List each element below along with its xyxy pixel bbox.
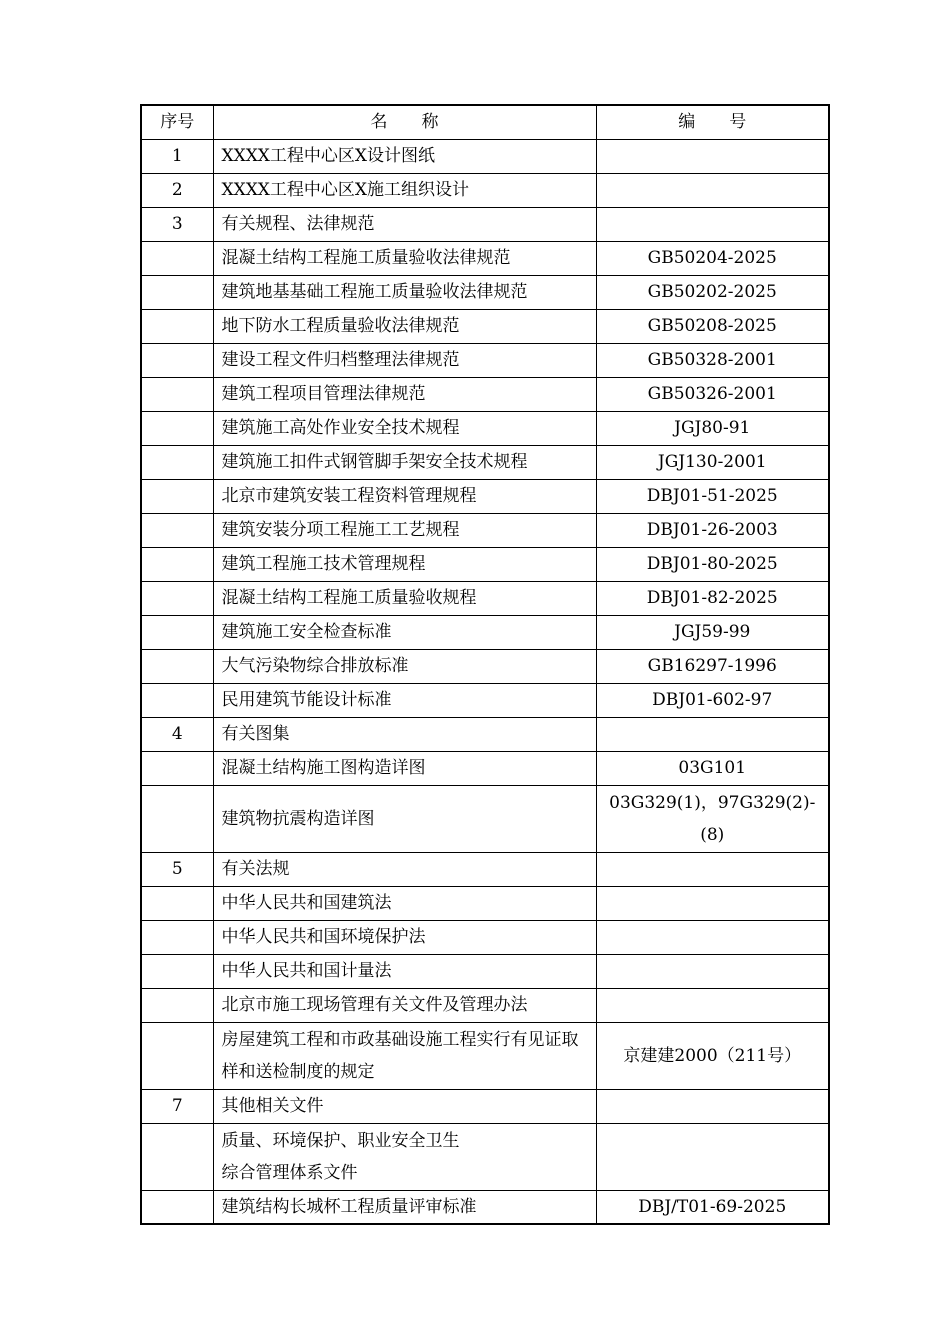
row-code: 京建建2000（211号） [596, 1022, 829, 1089]
row-no [141, 377, 213, 411]
row-no [141, 615, 213, 649]
row-code: DBJ01-26-2003 [596, 513, 829, 547]
row-name: 有关法规 [213, 852, 596, 886]
row-code: GB50326-2001 [596, 377, 829, 411]
table-row [141, 615, 829, 649]
row-name: 建设工程文件归档整理法律规范 [213, 343, 596, 377]
row-code: JGJ59-99 [596, 615, 829, 649]
row-no [141, 1123, 213, 1190]
row-no: 4 [141, 717, 213, 751]
row-code: GB50204-2025 [596, 241, 829, 275]
row-no [141, 513, 213, 547]
table-row [141, 377, 829, 411]
row-code [596, 139, 829, 173]
table-row [141, 139, 829, 173]
row-no [141, 275, 213, 309]
row-no [141, 751, 213, 785]
row-no [141, 785, 213, 852]
row-name: 中华人民共和国环境保护法 [213, 920, 596, 954]
row-name: 混凝土结构工程施工质量验收法律规范 [213, 241, 596, 275]
row-name: 建筑地基基础工程施工质量验收法律规范 [213, 275, 596, 309]
table-row [141, 920, 829, 954]
row-no [141, 445, 213, 479]
row-code: GB50208-2025 [596, 309, 829, 343]
row-no [141, 343, 213, 377]
row-no: 5 [141, 852, 213, 886]
table-row [141, 751, 829, 785]
table-row [141, 275, 829, 309]
table-row [141, 785, 829, 852]
table-row [141, 241, 829, 275]
row-name: XXXX工程中心区X设计图纸 [213, 139, 596, 173]
row-code [596, 954, 829, 988]
row-name: 中华人民共和国计量法 [213, 954, 596, 988]
row-name: 民用建筑节能设计标准 [213, 683, 596, 717]
table-row [141, 954, 829, 988]
row-code: GB16297-1996 [596, 649, 829, 683]
row-no: 2 [141, 173, 213, 207]
table-row [141, 445, 829, 479]
table-row [141, 343, 829, 377]
row-name: 建筑施工扣件式钢管脚手架安全技术规程 [213, 445, 596, 479]
header-name: 名 称 [213, 105, 596, 139]
row-name: 大气污染物综合排放标准 [213, 649, 596, 683]
row-no [141, 683, 213, 717]
table-row [141, 649, 829, 683]
row-no: 1 [141, 139, 213, 173]
header-code: 编 号 [596, 105, 829, 139]
row-code: GB50328-2001 [596, 343, 829, 377]
row-no: 3 [141, 207, 213, 241]
row-code: DBJ01-602-97 [596, 683, 829, 717]
row-no [141, 547, 213, 581]
row-code: DBJ01-51-2025 [596, 479, 829, 513]
row-code [596, 886, 829, 920]
row-code: DBJ/T01-69-2025 [596, 1190, 829, 1224]
row-name: 北京市施工现场管理有关文件及管理办法 [213, 988, 596, 1022]
row-name: 有关图集 [213, 717, 596, 751]
table-row [141, 1123, 829, 1190]
row-code: JGJ130-2001 [596, 445, 829, 479]
row-code [596, 1123, 829, 1190]
row-name: 地下防水工程质量验收法律规范 [213, 309, 596, 343]
row-no [141, 1022, 213, 1089]
row-code [596, 173, 829, 207]
row-no [141, 309, 213, 343]
row-code: 03G329(1)，97G329(2)-(8) [596, 785, 829, 852]
row-no [141, 411, 213, 445]
row-name: 建筑施工安全检查标准 [213, 615, 596, 649]
row-code [596, 1089, 829, 1123]
table-row [141, 479, 829, 513]
table-row [141, 988, 829, 1022]
table-row [141, 683, 829, 717]
table-row [141, 717, 829, 751]
row-name: 房屋建筑工程和市政基础设施工程实行有见证取样和送检制度的规定 [213, 1022, 596, 1089]
table-row [141, 411, 829, 445]
row-name: 其他相关文件 [213, 1089, 596, 1123]
row-code [596, 207, 829, 241]
row-name: XXXX工程中心区X施工组织设计 [213, 173, 596, 207]
row-code [596, 852, 829, 886]
row-no [141, 581, 213, 615]
row-name: 建筑物抗震构造详图 [213, 785, 596, 852]
standards-table [140, 104, 830, 1225]
row-name: 质量、环境保护、职业安全卫生 综合管理体系文件 [213, 1123, 596, 1190]
table-row [141, 173, 829, 207]
table-row [141, 1190, 829, 1224]
table-row [141, 309, 829, 343]
row-code: DBJ01-82-2025 [596, 581, 829, 615]
row-code [596, 920, 829, 954]
table-row [141, 513, 829, 547]
row-code: JGJ80-91 [596, 411, 829, 445]
table-header-row [141, 105, 829, 139]
row-name: 建筑安装分项工程施工工艺规程 [213, 513, 596, 547]
row-no [141, 649, 213, 683]
row-name: 混凝土结构工程施工质量验收规程 [213, 581, 596, 615]
row-name: 中华人民共和国建筑法 [213, 886, 596, 920]
row-no: 7 [141, 1089, 213, 1123]
row-no [141, 954, 213, 988]
row-code [596, 717, 829, 751]
row-no [141, 886, 213, 920]
table-row [141, 852, 829, 886]
row-name: 有关规程、法律规范 [213, 207, 596, 241]
row-code [596, 988, 829, 1022]
row-name: 建筑施工高处作业安全技术规程 [213, 411, 596, 445]
row-name: 建筑工程项目管理法律规范 [213, 377, 596, 411]
table-row [141, 207, 829, 241]
row-code: 03G101 [596, 751, 829, 785]
row-no [141, 1190, 213, 1224]
row-no [141, 241, 213, 275]
row-name: 混凝土结构施工图构造详图 [213, 751, 596, 785]
row-no [141, 920, 213, 954]
header-no: 序号 [141, 105, 213, 139]
row-code: GB50202-2025 [596, 275, 829, 309]
table-row [141, 1022, 829, 1089]
table-row [141, 1089, 829, 1123]
row-name: 建筑结构长城杯工程质量评审标准 [213, 1190, 596, 1224]
row-no [141, 479, 213, 513]
row-no [141, 988, 213, 1022]
table-row [141, 886, 829, 920]
row-name: 北京市建筑安装工程资料管理规程 [213, 479, 596, 513]
table-row [141, 581, 829, 615]
row-name: 建筑工程施工技术管理规程 [213, 547, 596, 581]
table-row [141, 547, 829, 581]
row-code: DBJ01-80-2025 [596, 547, 829, 581]
